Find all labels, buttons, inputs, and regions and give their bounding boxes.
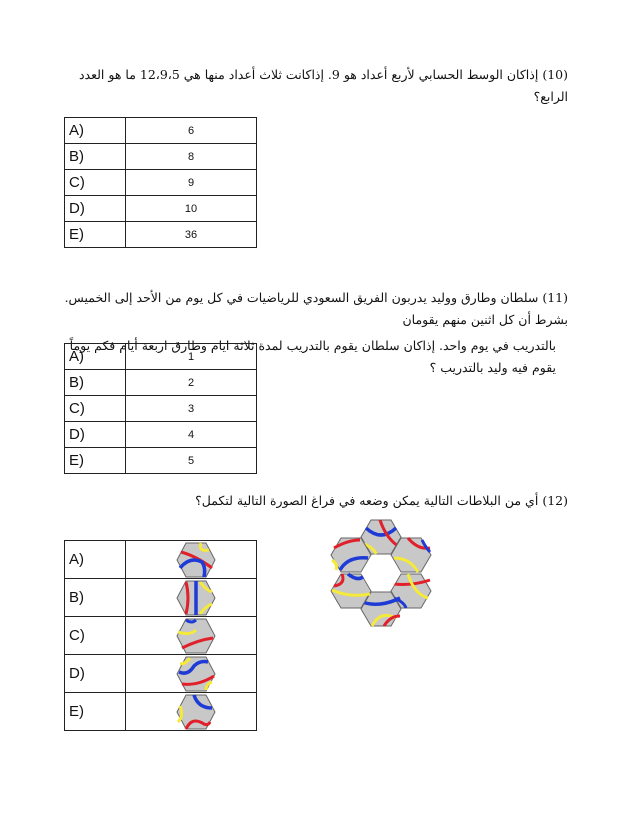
option-row[interactable] xyxy=(65,422,257,448)
option-row[interactable] xyxy=(65,170,257,196)
option-value: 2 xyxy=(126,370,257,396)
option-label: D) xyxy=(65,196,126,222)
option-value: 36 xyxy=(126,222,257,248)
option-row[interactable] xyxy=(65,579,257,617)
question-10-number: (10) xyxy=(542,67,568,82)
option-value: 9 xyxy=(126,170,257,196)
option-value: 6 xyxy=(126,118,257,144)
option-tile-cell xyxy=(126,541,257,579)
option-value: 5 xyxy=(126,448,257,474)
option-label: A) xyxy=(65,344,126,370)
question-12-number: (12) xyxy=(542,493,568,508)
option-tile-cell xyxy=(126,579,257,617)
option-label: B) xyxy=(65,144,126,170)
question-10 xyxy=(48,64,568,108)
question-11-text-line-1: سلطان وطارق ووليد يدربون الفريق السعودي للرياضيات في كل يوم من الأحد إلى الخميس. بشرط أن كل اثنين منهم يقومان xyxy=(64,290,568,327)
option-value: 1 xyxy=(126,344,257,370)
option-row[interactable] xyxy=(65,541,257,579)
option-label: E) xyxy=(65,693,126,731)
option-label: D) xyxy=(65,422,126,448)
option-label: D) xyxy=(65,655,126,693)
question-12 xyxy=(48,490,568,512)
option-row[interactable] xyxy=(65,370,257,396)
option-label: E) xyxy=(65,448,126,474)
hex-tile-option-c-icon xyxy=(176,618,216,654)
option-row[interactable] xyxy=(65,222,257,248)
option-label: A) xyxy=(65,118,126,144)
option-row[interactable] xyxy=(65,448,257,474)
option-row[interactable] xyxy=(65,344,257,370)
option-row[interactable] xyxy=(65,617,257,655)
option-label: B) xyxy=(65,370,126,396)
question-10-text: إذاكان الوسط الحسابي لأربع أعداد هو 9. إذاكانت ثلاث أعداد منها هي 12،9،5 ما هو العدد الرابع؟ xyxy=(78,67,568,104)
option-row[interactable] xyxy=(65,196,257,222)
question-12-options-table xyxy=(64,540,257,731)
question-11-number: (11) xyxy=(542,290,568,305)
option-label: C) xyxy=(65,396,126,422)
option-label: A) xyxy=(65,541,126,579)
hex-ring-puzzle-figure xyxy=(318,518,444,636)
hex-tile-option-d-icon xyxy=(176,656,216,692)
option-tile-cell xyxy=(126,617,257,655)
option-value: 10 xyxy=(126,196,257,222)
question-12-text: أي من البلاطات التالية يمكن وضعه في فراغ الصورة التالية لتكمل؟ xyxy=(195,493,539,508)
option-label: C) xyxy=(65,170,126,196)
question-11-line-1 xyxy=(48,287,568,331)
question-11-text-line-2: بالتدريب في يوم واحد. إذاكان سلطان يقوم بالتدريب لمدة ثلاثة ايام وطارق اربعة أيام فكم يوماً يقوم فيه وليد بالتدريب ؟ xyxy=(69,338,556,375)
option-row[interactable] xyxy=(65,655,257,693)
option-tile-cell xyxy=(126,693,257,731)
question-10-options-table xyxy=(64,117,257,248)
option-row[interactable] xyxy=(65,144,257,170)
option-label: C) xyxy=(65,617,126,655)
question-11-options-table xyxy=(64,343,257,474)
hex-tile-option-b-icon xyxy=(176,580,216,616)
option-row[interactable] xyxy=(65,693,257,731)
option-row[interactable] xyxy=(65,396,257,422)
option-value: 3 xyxy=(126,396,257,422)
hex-tile-option-a-icon xyxy=(176,542,216,578)
option-value: 4 xyxy=(126,422,257,448)
option-row[interactable] xyxy=(65,118,257,144)
option-label: E) xyxy=(65,222,126,248)
hex-tile-option-e-icon xyxy=(176,694,216,730)
option-label: B) xyxy=(65,579,126,617)
option-value: 8 xyxy=(126,144,257,170)
option-tile-cell xyxy=(126,655,257,693)
